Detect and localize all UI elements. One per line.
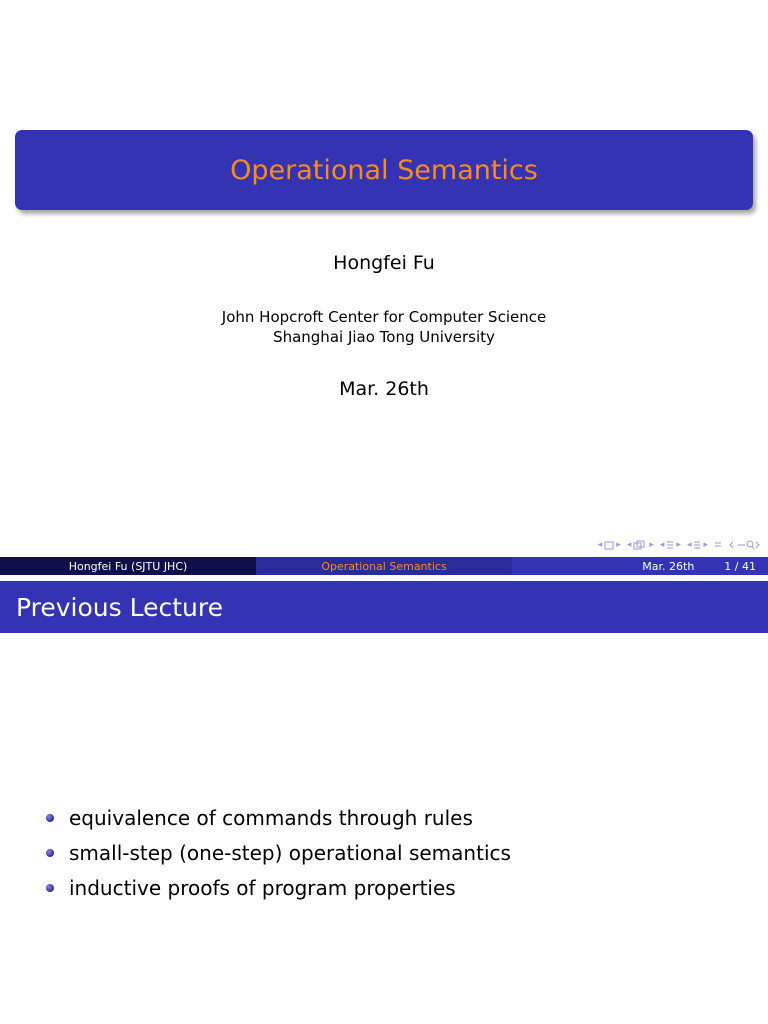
- footline: [0, 557, 768, 575]
- list-item-text: inductive proofs of program properties: [69, 875, 456, 900]
- bullet-icon: [46, 814, 54, 822]
- slide-title: Operational Semantics: [230, 154, 538, 186]
- institute: [0, 307, 768, 347]
- presentation-date: Mar. 26th: [339, 378, 429, 400]
- nav-left-arrow-icon[interactable]: ◂: [626, 540, 632, 550]
- nav-right-arrow-icon[interactable]: ▸: [616, 540, 621, 550]
- author-name: Hongfei Fu: [333, 252, 435, 274]
- subsection-icon[interactable]: [633, 540, 647, 550]
- nav-right-arrow-icon[interactable]: ▸: [703, 540, 708, 550]
- frame-title-bar: [0, 581, 768, 633]
- institute-line-1: John Hopcroft Center for Computer Science: [221, 308, 547, 326]
- footer-page-number: 1 / 41: [724, 559, 756, 573]
- search-icon[interactable]: [728, 540, 762, 550]
- list-item: [46, 800, 511, 835]
- bullet-icon: [46, 884, 54, 892]
- nav-right-arrow-icon[interactable]: ▸: [676, 540, 681, 550]
- nav-left-arrow-icon[interactable]: ◂: [659, 540, 665, 550]
- align-icon[interactable]: [714, 540, 722, 550]
- nav-right-arrow-icon[interactable]: ▸: [649, 540, 654, 550]
- footer-date-page: [512, 557, 768, 575]
- frame-icon[interactable]: [604, 541, 614, 550]
- bullet-icon: [46, 849, 54, 857]
- footer-author: Hongfei Fu (SJTU JHC): [0, 557, 256, 575]
- nav-subsection-group[interactable]: [627, 540, 654, 550]
- nav-section-group[interactable]: [660, 540, 681, 550]
- frame-title: Previous Lecture: [16, 592, 223, 622]
- list-item-text: equivalence of commands through rules: [69, 805, 473, 830]
- list-item: [46, 870, 511, 905]
- institute-line-2: Shanghai Jiao Tong University: [273, 328, 495, 346]
- footer-title: Operational Semantics: [256, 557, 512, 575]
- list-item: [46, 835, 511, 870]
- nav-document-group[interactable]: [687, 540, 708, 550]
- document-icon[interactable]: [693, 540, 701, 550]
- bullet-list: [46, 800, 511, 905]
- list-item-text: small-step (one-step) operational semantics: [69, 840, 511, 865]
- nav-left-arrow-icon[interactable]: ◂: [686, 540, 692, 550]
- nav-left-arrow-icon[interactable]: ◂: [597, 540, 603, 550]
- title-box: [15, 130, 753, 210]
- footer-date: Mar. 26th: [642, 559, 695, 573]
- nav-frame-group[interactable]: [598, 540, 621, 550]
- section-icon[interactable]: [666, 540, 674, 550]
- navigation-bar: [598, 537, 762, 553]
